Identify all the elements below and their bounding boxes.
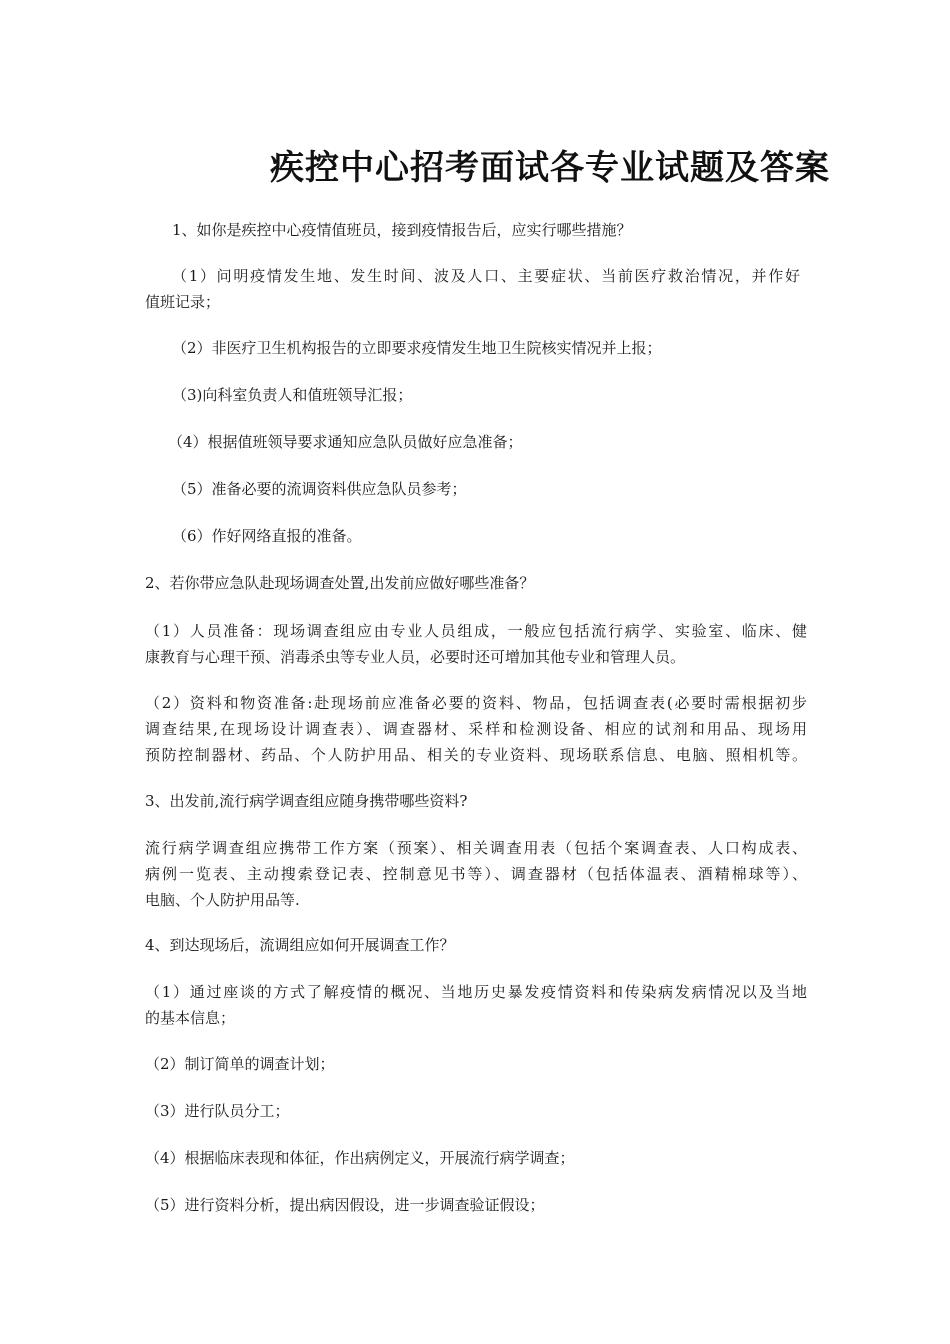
question-2: 2、若你带应急队赴现场调查处置,出发前应做好哪些准备？ [145, 574, 535, 592]
answer-4-item-2: （2）制订简单的调查计划； [145, 1055, 335, 1073]
answer-2-item-2-cont-2: 预防控制器材、药品、个人防护用品、相关的专业资料、现场联系信息、电脑、照相机等。 [145, 746, 807, 764]
answer-1-item-1: （1）问明疫情发生地、发生时间、波及人口、主要症状、当前医疗救治情况，并作好 [172, 267, 800, 285]
answer-2-item-2-cont-1: 调查结果,在现场设计调查表）、调查器材、采样和检测设备、相应的试剂和用品、现场用 [145, 720, 807, 738]
answer-1-item-6: （6）作好网络直报的准备。 [172, 527, 362, 545]
answer-4-item-4: （4）根据临床表现和体征，作出病例定义，开展流行病学调查； [145, 1149, 575, 1167]
answer-1-item-1-cont: 值班记录； [145, 293, 221, 311]
answer-1-item-3: （3)向科室负责人和值班领导汇报； [172, 386, 413, 404]
answer-1-item-2: （2）非医疗卫生机构报告的立即要求疫情发生地卫生院核实情况并上报； [172, 339, 662, 357]
answer-1-item-5: （5）准备必要的流调资料供应急队员参考； [172, 480, 467, 498]
question-3: 3、出发前,流行病学调查组应随身携带哪些资料? [145, 792, 468, 810]
answer-4-item-5: （5）进行资料分析，提出病因假设，进一步调查验证假设； [145, 1196, 545, 1214]
answer-4-item-1-cont: 的基本信息； [145, 1009, 236, 1027]
answer-3: 流行病学调查组应携带工作方案（预案）、相关调查用表（包括个案调查表、人口构成表、 [145, 839, 807, 857]
answer-4-item-1: （1）通过座谈的方式了解疫情的概况、当地历史暴发疫情资料和传染病发病情况以及当地 [145, 983, 807, 1001]
answer-2-item-2: （2）资料和物资准备:赴现场前应准备必要的资料、物品，包括调查表(必要时需根据初步 [145, 694, 807, 712]
answer-4-item-3: （3）进行队员分工； [145, 1102, 290, 1120]
question-4: 4、到达现场后，流调组应如何开展调查工作？ [145, 936, 455, 954]
answer-2-item-1: （1）人员准备：现场调查组应由专业人员组成，一般应包括流行病学、实验室、临床、健 [145, 622, 807, 640]
answer-1-item-4: （4）根据值班领导要求通知应急队员做好应急准备； [168, 433, 523, 451]
question-1: 1、如你是疾控中心疫情值班员，接到疫情报告后，应实行哪些措施？ [172, 221, 632, 239]
answer-3-cont-2: 电脑、个人防护用品等. [145, 891, 300, 909]
answer-3-cont-1: 病例一览表、主动搜索登记表、控制意见书等）、调查器材（包括体温表、酒精棉球等）、 [145, 865, 807, 883]
answer-2-item-1-cont: 康教育与心理干预、消毒杀虫等专业人员，必要时还可增加其他专业和管理人员。 [145, 648, 686, 666]
document-title: 疾控中心招考面试各专业试题及答案 [270, 148, 830, 188]
